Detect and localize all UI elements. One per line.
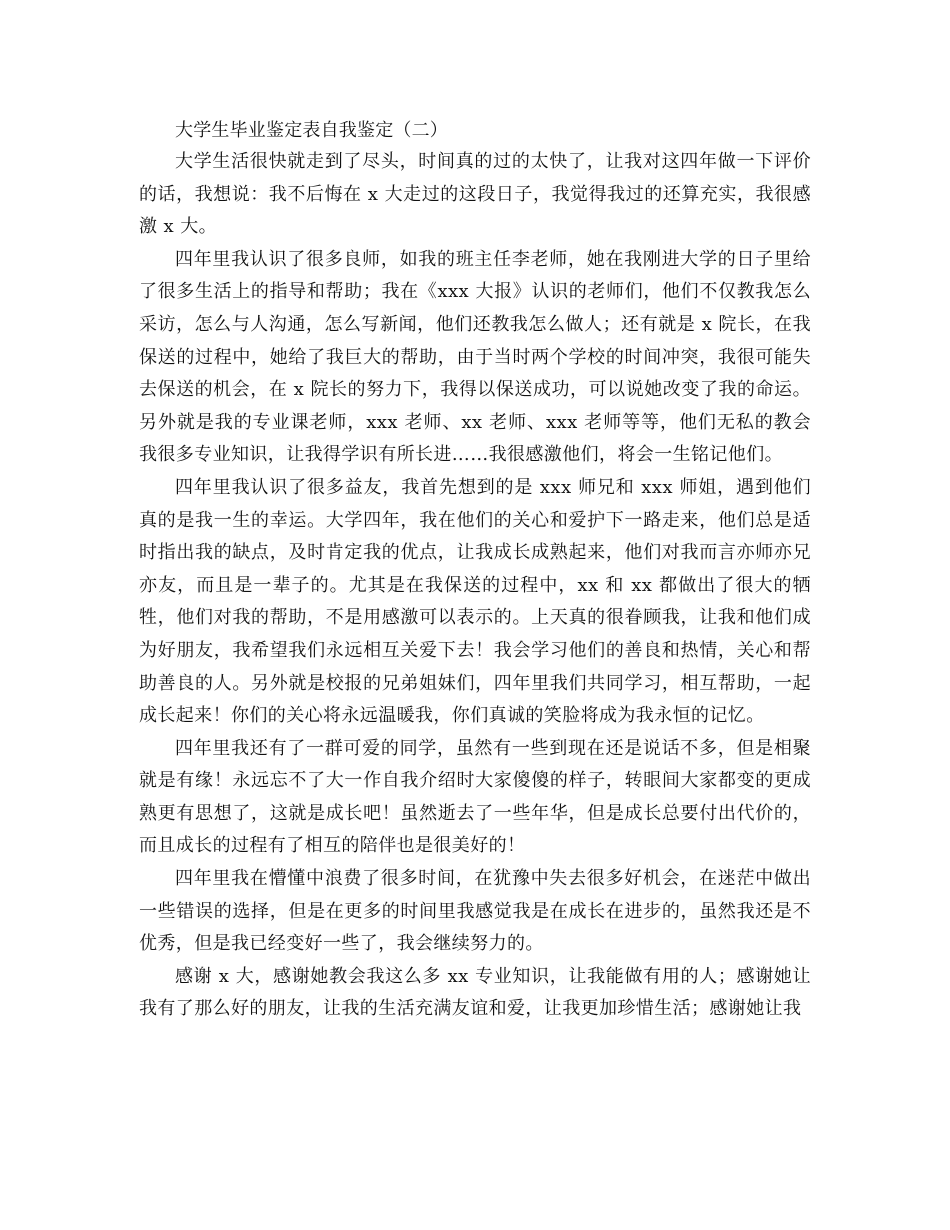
paragraph-teachers: 四年里我认识了很多良师，如我的班主任李老师，她在我刚进大学的日子里给了很多生活上的指导和帮助；我在《xxx 大报》认识的老师们，他们不仅教我怎么采访，怎么与人沟通，怎么写新闻，他们还教我怎么做人；还有就是 x 院长，在我保送的过程中，她给了我巨大的帮助，由于当时两个学校的时间冲突，我很可能失去保送的机会，在 x 院长的努力下，我得以保送成功，可以说她改变了我的命运。另外就是我的专业课老师，xxx 老师、xx 老师、xxx 老师等等，他们无私的教会我很多专业知识，让我得学识有所长进……我很感激他们，将会一生铭记他们。 [139, 248, 811, 466]
paragraph-thanks: 感谢 x 大，感谢她教会我这么多 xx 专业知识，让我能做有用的人；感谢她让我有了那么好的朋友，让我的生活充满友谊和爱，让我更加珍惜生活；感谢她让我 [139, 965, 811, 1020]
document-body [139, 116, 811, 1026]
paragraph-growth: 四年里我在懵懂中浪费了很多时间，在犹豫中失去很多好机会，在迷茫中做出一些错误的选择，但是在更多的时间里我感觉我是在成长在进步的，虽然我还是不优秀，但是我已经变好一些了，我会继续努力的。 [139, 868, 811, 955]
paragraph-classmates: 四年里我还有了一群可爱的同学，虽然有一些到现在还是说话不多，但是相聚就是有缘！永远忘不了大一作自我介绍时大家傻傻的样子，转眼间大家都变的更成熟更有思想了，这就是成长吧！虽然逝去了一些年华，但是成长总要付出代价的，而且成长的过程有了相互的陪伴也是很美好的！ [139, 737, 811, 857]
paragraph-friends: 四年里我认识了很多益友，我首先想到的是 xxx 师兄和 xxx 师姐，遇到他们真的是我一生的幸运。大学四年，我在他们的关心和爱护下一路走来，他们总是适时指出我的缺点，及时肯定我的优点，让我成长成熟起来，他们对我而言亦师亦兄亦友，而且是一辈子的。尤其是在我保送的过程中，xx 和 xx 都做出了很大的牺牲，他们对我的帮助，不是用感激可以表示的。上天真的很眷顾我，让我和他们成为好朋友，我希望我们永远相互关爱下去！我会学习他们的善良和热情，关心和帮助善良的人。另外就是校报的兄弟姐妹们，四年里我们共同学习，相互帮助，一起成长起来！你们的关心将永远温暖我，你们真诚的笑脸将成为我永恒的记忆。 [139, 476, 811, 727]
paragraph-intro: 大学生活很快就走到了尽头，时间真的过的太快了，让我对这四年做一下评价的话，我想说：我不后悔在 x 大走过的这段日子，我觉得我过的还算充实，我很感激 x 大。 [139, 151, 811, 238]
document-title: 大学生毕业鉴定表自我鉴定（二） [175, 120, 448, 141]
